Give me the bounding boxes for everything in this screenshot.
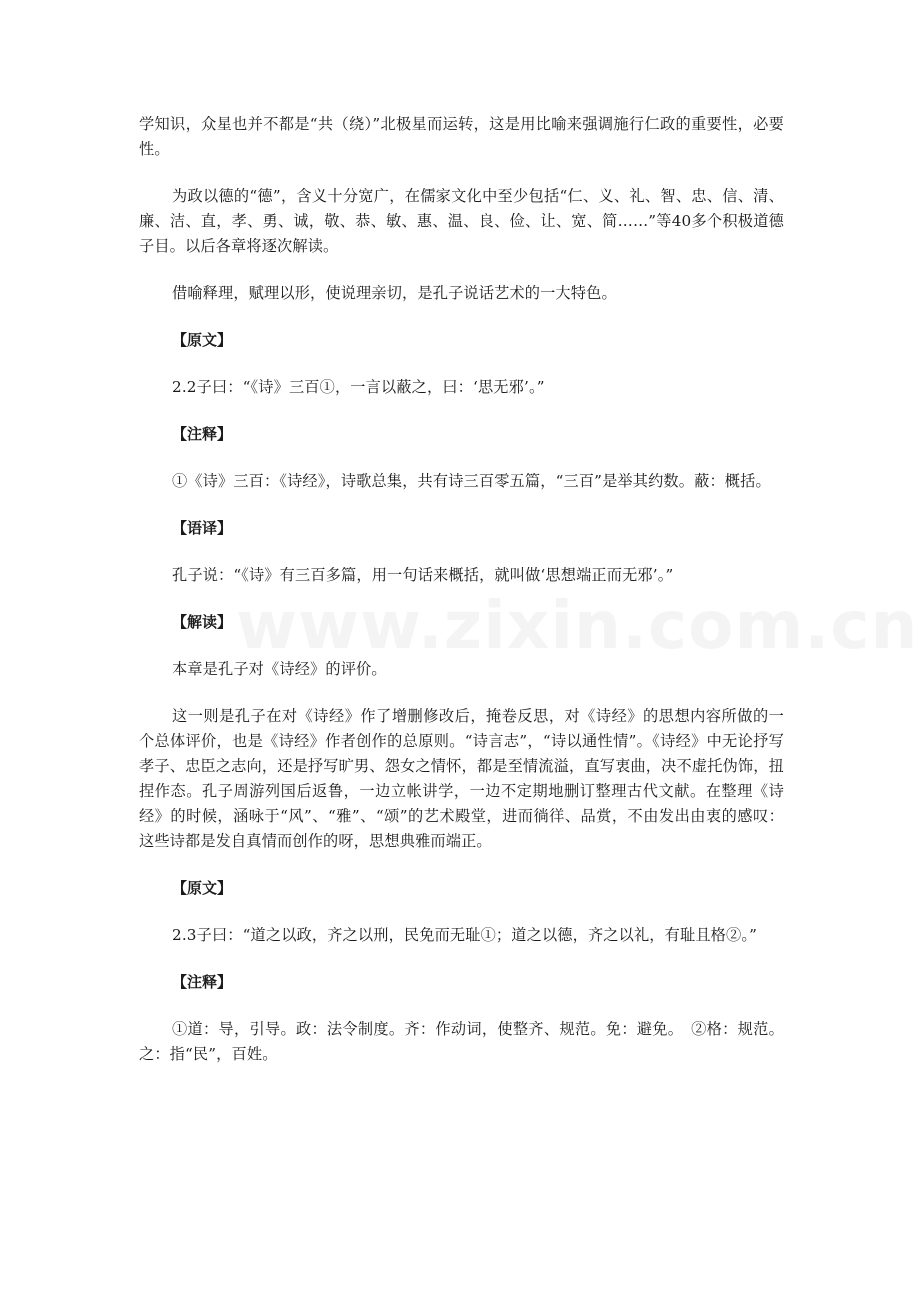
paragraph-original-2-2: 2.2子曰：“《诗》三百①，一言以蔽之，曰：‘思无邪’。” — [172, 378, 545, 396]
heading-annotation-2: 【注释】 — [172, 973, 233, 991]
paragraph-original-2-3: 2.3子曰：“道之以政，齐之以刑，民免而无耻①；道之以德，齐之以礼，有耻且格②。” — [172, 926, 757, 944]
paragraph-annotation-2-2: ①《诗》三百：《诗经》，诗歌总集，共有诗三百零五篇，“三百”是举其约数。蔽：概括。 — [172, 472, 771, 490]
document-page — [139, 112, 784, 1089]
paragraph-translation-2-2: 孔子说：“《诗》有三百多篇，用一句话来概括，就叫做‘思想端正而无邪’。” — [172, 566, 674, 584]
paragraph-intro-continuation: 学知识，众星也并不都是“共（绕）”北极星而运转，这是用比喻来强调施行仁政的重要性，必要性。 — [139, 115, 784, 158]
heading-translation: 【语译】 — [172, 519, 233, 537]
paragraph-interpretation-intro: 本章是孔子对《诗经》的评价。 — [172, 660, 387, 678]
watermark: www.zixin.com.cn — [236, 587, 919, 664]
paragraph-metaphor: 借喻释理，赋理以形，使说理亲切，是孔子说话艺术的一大特色。 — [172, 284, 617, 302]
paragraph-virtue-definition: 为政以德的“德”，含义十分宽广，在儒家文化中至少包括“仁、义、礼、智、忠、信、清、廉、洁、直，孝、勇、诚，敬、恭、敏、惠、温、良、俭、让、宽、简……”等40多个积极道德子目。以后各章将逐次解读。 — [139, 187, 784, 255]
heading-interpretation: 【解读】 — [172, 613, 233, 631]
heading-original-text: 【原文】 — [172, 331, 233, 349]
heading-original-text-2: 【原文】 — [172, 879, 233, 897]
heading-annotation: 【注释】 — [172, 425, 233, 443]
paragraph-interpretation-body: 这一则是孔子在对《诗经》作了增删修改后，掩卷反思，对《诗经》的思想内容所做的一个总体评价，也是《诗经》作者创作的总原则。“诗言志”，“诗以通性情”。《诗经》中无论抒写孝子、忠臣之志向，还是抒写旷男、怨女之情怀，都是至情流溢，直写衷曲，决不虚托伪饰，扭捏作态。孔子周游列国后返鲁，一边立帐讲学，一边不定期地删订整理古代文献。在整理《诗经》的时候，涵咏于“风”、“雅”、“颂”的艺术殿堂，进而徜徉、品赏，不由发出由衷的感叹：这些诗都是发自真情而创作的呀，思想典雅而端正。 — [139, 707, 784, 850]
paragraph-annotation-2-3: ①道：导，引导。政：法令制度。齐：作动词，使整齐、规范。免：避免。 ②格：规范。之：指“民”，百姓。 — [139, 1020, 784, 1063]
